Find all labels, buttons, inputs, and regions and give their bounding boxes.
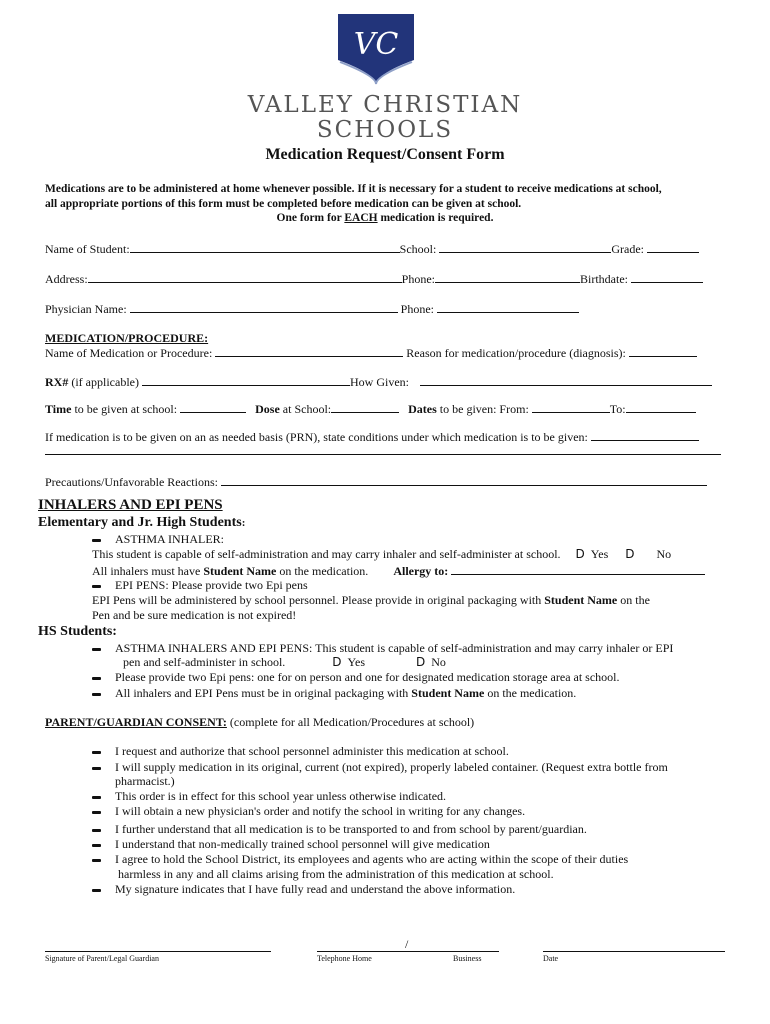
logo-line2: SCHOOLS xyxy=(316,117,454,143)
consent-item: I agree to hold the School District, its employees and agents who are acting within the scope of their duties xyxy=(92,852,628,867)
dates-from-field[interactable] xyxy=(532,401,610,413)
reason-label: Reason for medication/procedure (diagnosis): xyxy=(406,346,626,360)
how-given-label: How Given: xyxy=(349,375,409,389)
consent-item: I request and authorize that school personnel administer this medication at school. xyxy=(92,744,509,759)
rx-field[interactable] xyxy=(142,374,350,386)
inhalers-header: INHALERS AND EPI PENS xyxy=(38,497,223,513)
student-name-field[interactable] xyxy=(130,241,400,253)
hs-yes-checkbox[interactable]: D xyxy=(332,655,342,669)
precautions-row xyxy=(45,474,707,490)
asthma-line2: All inhalers must have Student Name on the medication. Allergy to: xyxy=(92,563,705,579)
bullet-icon xyxy=(92,585,101,588)
hs-header: HS Students: xyxy=(38,624,117,639)
prn-field[interactable] xyxy=(591,429,699,441)
bullet-icon xyxy=(92,693,101,696)
medication-name-row xyxy=(45,345,697,361)
school-label: School: xyxy=(399,242,437,256)
address-row xyxy=(45,271,703,287)
epi-line1: EPI Pens will be administered by school personnel. Please provide in original packaging with Student Name on the xyxy=(92,593,650,607)
consent-item: I will obtain a new physician's order and notify the school in writing for any changes. xyxy=(92,804,525,819)
intro-line3: One form for EACH medication is required. xyxy=(276,212,494,224)
grade-label: Grade: xyxy=(611,242,644,256)
date-field[interactable] xyxy=(543,951,725,952)
bullet-icon xyxy=(92,539,101,542)
prn-field-line2[interactable] xyxy=(45,454,721,455)
epi-line2: Pen and be sure medication is not expired! xyxy=(92,608,297,622)
parent-signature-field[interactable] xyxy=(45,951,271,952)
time-row: Time to be given at school: Dose at School: Dates to be given: From: To: xyxy=(45,401,696,417)
asthma-title-row: ASTHMA INHALER: xyxy=(92,532,224,547)
physician-phone-field[interactable] xyxy=(437,301,579,313)
telephone-home-label: Telephone Home xyxy=(317,954,372,963)
hs-item3: All inhalers and EPI Pens must be in original packaging with Student Name on the medication. xyxy=(92,686,576,701)
physician-row xyxy=(45,301,579,317)
address-field[interactable] xyxy=(88,271,402,283)
reason-field[interactable] xyxy=(629,345,697,357)
school-field[interactable] xyxy=(439,241,611,253)
logo-line1: VALLEY CHRISTIAN xyxy=(247,92,523,118)
how-given-field[interactable] xyxy=(420,374,712,386)
elem-yes-checkbox[interactable]: D xyxy=(575,547,585,561)
bullet-icon xyxy=(92,677,101,680)
birthdate-label: Birthdate: xyxy=(580,272,629,286)
physician-phone-label: Phone: xyxy=(400,302,434,316)
intro-line1: Medications are to be administered at home whenever possible. If it is necessary for a student to receive medications at school, xyxy=(45,183,662,195)
phone-slash: / xyxy=(405,937,409,951)
elem-header: Elementary and Jr. High Students: xyxy=(38,515,246,530)
asthma-line1: This student is capable of self-administration and may carry inhaler and self-administer at school. D Yes D No xyxy=(92,547,672,561)
consent-item-cont: pharmacist.) xyxy=(115,774,175,788)
dates-to-field[interactable] xyxy=(626,401,696,413)
consent-item: My signature indicates that I have fully read and understand the above information. xyxy=(92,882,515,897)
form-title: Medication Request/Consent Form xyxy=(265,146,505,163)
consent-item-cont: harmless in any and all claims arising from the administration of this medication at school. xyxy=(118,867,554,881)
intro-line2: all appropriate portions of this form must be completed before medication can be given at school. xyxy=(45,198,522,210)
bullet-icon xyxy=(92,648,101,651)
prn-row xyxy=(45,429,699,445)
physician-name-field[interactable] xyxy=(130,301,398,313)
epi-title-row: EPI PENS: Please provide two Epi pens xyxy=(92,578,308,593)
parent-signature-label: Signature of Parent/Legal Guardian xyxy=(45,954,159,963)
consent-item: This order is in effect for this school year unless otherwise indicated. xyxy=(92,789,446,804)
phone-field[interactable] xyxy=(435,271,580,283)
birthdate-field[interactable] xyxy=(631,271,703,283)
medication-name-field[interactable] xyxy=(215,345,403,357)
hs-item1-line2: pen and self-administer in school. D Yes D No xyxy=(123,655,446,669)
student-name-label: Name of Student: xyxy=(45,242,130,256)
allergy-field[interactable] xyxy=(451,563,705,575)
physician-name-label: Physician Name: xyxy=(45,302,127,316)
rx-row: RX# (if applicable) How Given: xyxy=(45,374,712,390)
time-field[interactable] xyxy=(180,401,246,413)
dose-field[interactable] xyxy=(331,401,399,413)
student-row xyxy=(45,241,699,257)
address-label: Address: xyxy=(45,272,88,286)
grade-field[interactable] xyxy=(647,241,699,253)
hs-no-checkbox[interactable]: D xyxy=(416,655,426,669)
medication-name-label: Name of Medication or Procedure: xyxy=(45,346,213,360)
consent-item: I understand that non-medically trained school personnel will give medication xyxy=(92,837,490,852)
hs-item2: Please provide two Epi pens: one for on person and one for designated medication storage area at school. xyxy=(92,670,620,685)
elem-no-checkbox[interactable]: D xyxy=(625,547,635,561)
precautions-field[interactable] xyxy=(221,474,707,486)
phone-label: Phone: xyxy=(401,272,436,286)
shield-icon xyxy=(336,12,416,87)
date-label: Date xyxy=(543,954,559,963)
precautions-label: Precautions/Unfavorable Reactions: xyxy=(45,475,218,489)
logo-monogram: VC xyxy=(353,27,399,62)
school-logo xyxy=(220,12,550,147)
consent-item: I further understand that all medication is to be transported to and from school by parent/guardian. xyxy=(92,822,587,837)
medication-header: MEDICATION/PROCEDURE: xyxy=(45,331,209,345)
hs-item1-line1: ASTHMA INHALERS AND EPI PENS: This student is capable of self-administration and may carry inhaler or EPI xyxy=(92,641,673,656)
consent-header-row: PARENT/GUARDIAN CONSENT: (complete for all Medication/Procedures at school) xyxy=(45,715,475,729)
consent-item: I will supply medication in its original, current (not expired), properly labeled container. (Request extra bottle from xyxy=(92,760,668,775)
prn-label: If medication is to be given on an as needed basis (PRN), state conditions under which medication is to be given: xyxy=(45,430,588,444)
business-label: Business xyxy=(453,954,482,963)
telephone-field[interactable] xyxy=(317,951,499,952)
